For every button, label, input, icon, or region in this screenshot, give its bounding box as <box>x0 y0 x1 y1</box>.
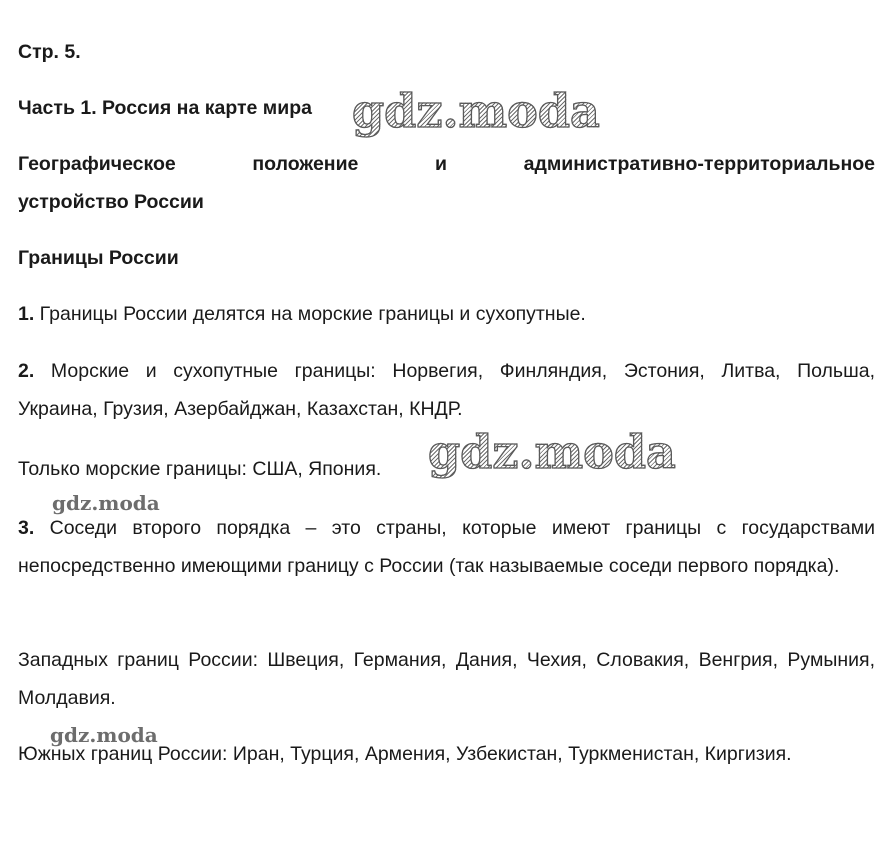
watermark-logo: gdz.moda <box>52 491 160 515</box>
southern-neighbors: Южных границ России: Иран, Турция, Армения, Узбекистан, Туркменистан, Киргизия. <box>18 743 792 765</box>
page-reference: Стр. 5. <box>18 41 81 63</box>
sea-borders-text: Только морские границы: США, Япония. <box>18 458 382 480</box>
answer-2-line-1 <box>18 352 875 390</box>
answer-text: Соседи второго порядка – это страны, которые имеют границы с государствами непосредственно имеющими границу с России (так называемые соседи первого порядка). <box>18 517 875 577</box>
answer-text: Морские и сухопутные границы: Норвегия, Финляндия, Эстония, Литва, Польша, <box>34 360 875 382</box>
section-title-line-2: устройство России <box>18 191 204 213</box>
section-title-word: административно-территориальное <box>523 153 875 175</box>
answer-text: Границы России делятся на морские границы и сухопутные. <box>34 303 586 325</box>
subsection-title: Границы России <box>18 247 179 269</box>
answer-3 <box>18 509 875 585</box>
section-title-word: положение <box>252 153 359 175</box>
answer-number: 2. <box>18 360 35 382</box>
section-title-word: и <box>435 153 448 175</box>
answer-number: 3. <box>18 517 35 539</box>
western-neighbors: Западных границ России: Швеция, Германия, Дания, Чехия, Словакия, Венгрия, Румыния, Молдавия. <box>18 649 875 709</box>
section-title-line-1 <box>18 145 875 183</box>
watermark-logo: gdz.moda <box>50 723 158 747</box>
watermark-logo: gdz.moda <box>352 84 600 138</box>
section-title-word: Географическое <box>18 153 176 175</box>
answer-1 <box>18 295 875 333</box>
watermark-logo: gdz.moda <box>428 425 676 479</box>
answer-2-line-2: Украина, Грузия, Азербайджан, Казахстан, КНДР. <box>18 398 463 420</box>
answer-number: 1. <box>18 303 35 325</box>
part-title: Часть 1. Россия на карте мира <box>18 97 312 119</box>
